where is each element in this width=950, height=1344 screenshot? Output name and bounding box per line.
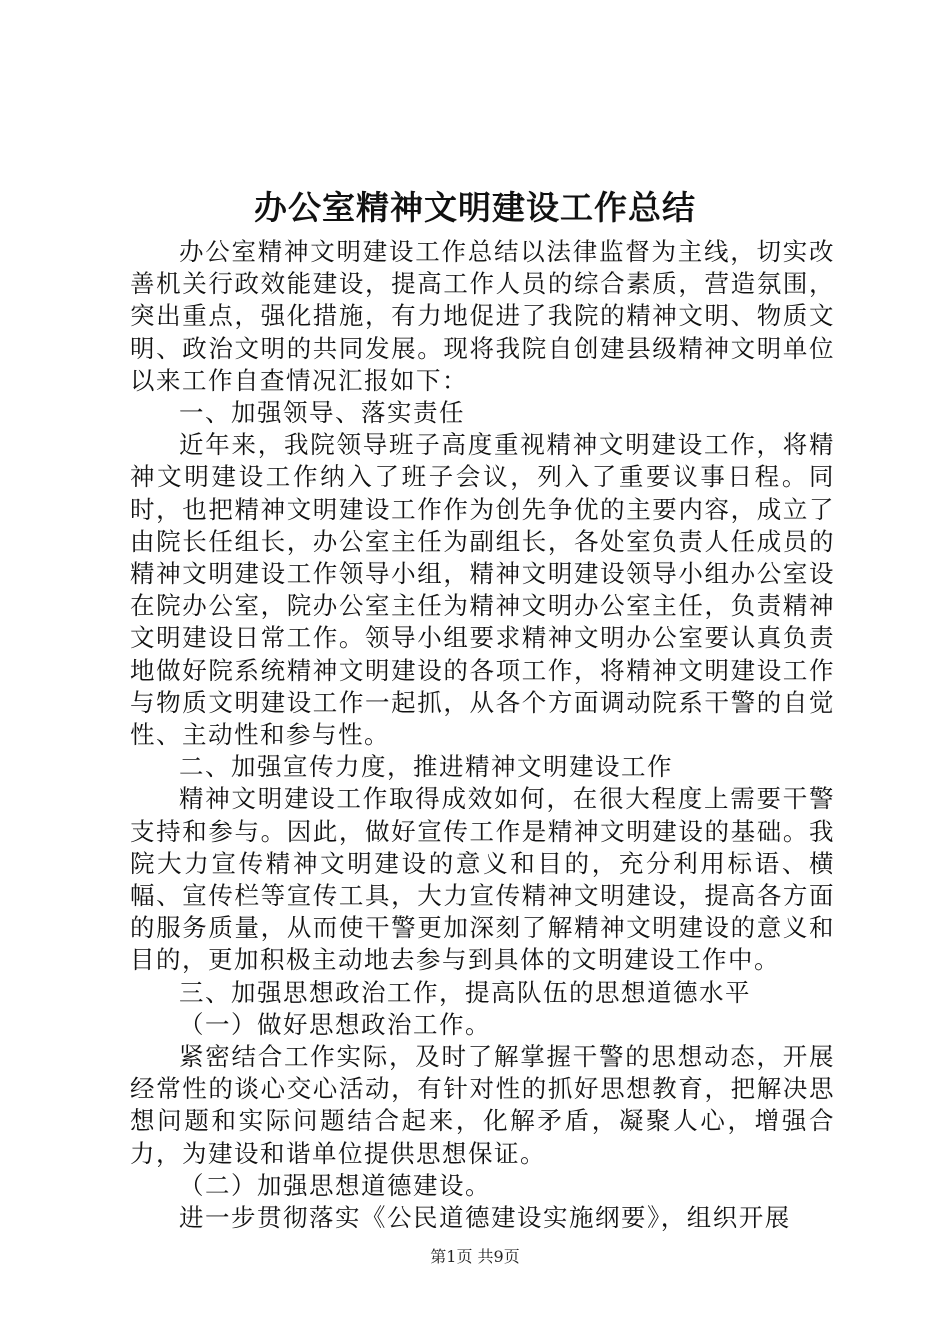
document-body xyxy=(130,236,835,1234)
paragraph-leadership: 近年来，我院领导班子高度重视精神文明建设工作，将精神文明建设工作纳入了班子会议，列入了重要议事日程。同时，也把精神文明建设工作作为创先争优的主要内容，成立了由院长任组长，办公室主任为副组长，各处室负责人任成员的精神文明建设工作领导小组，精神文明建设领导小组办公室设在院办公室，院办公室主任为精神文明办公室主任，负责精神文明建设日常工作。领导小组要求精神文明办公室要认真负责地做好院系统精神文明建设的各项工作，将精神文明建设工作与物质文明建设工作一起抓，从各个方面调动院系干警的自觉性、主动性和参与性。 xyxy=(130,430,835,750)
document-title: 办公室精神文明建设工作总结 xyxy=(254,188,696,227)
subsection-heading-2: （二）加强思想道德建设。 xyxy=(179,1170,491,1200)
subsection-heading-1: （一）做好思想政治工作。 xyxy=(179,1009,491,1039)
page-number-footer: 第1页 共9页 xyxy=(430,1247,520,1266)
section-heading-1: 一、加强领导、落实责任 xyxy=(179,398,465,428)
paragraph-ideology: 紧密结合工作实际，及时了解掌握干警的思想动态，开展经常性的谈心交心活动，有针对性的抓好思想教育，把解决思想问题和实际问题结合起来，化解矛盾，凝聚人心，增强合力，为建设和谐单位提供思想保证。 xyxy=(130,1042,835,1168)
section-heading-2: 二、加强宣传力度，推进精神文明建设工作 xyxy=(179,752,673,782)
paragraph-publicity: 精神文明建设工作取得成效如何，在很大程度上需要干警支持和参与。因此，做好宣传工作是精神文明建设的基础。我院大力宣传精神文明建设的意义和目的，充分利用标语、横幅、宣传栏等宣传工具，大力宣传精神文明建设，提高各方面的服务质量，从而使干警更加深刻了解精神文明建设的意义和目的，更加积极主动地去参与到具体的文明建设工作中。 xyxy=(130,784,835,975)
section-heading-3: 三、加强思想政治工作，提高队伍的思想道德水平 xyxy=(179,977,751,1007)
paragraph-morality: 进一步贯彻落实《公民道德建设实施纲要》，组织开展 xyxy=(179,1203,791,1233)
paragraph-intro: 办公室精神文明建设工作总结以法律监督为主线，切实改善机关行政效能建设，提高工作人员的综合素质，营造氛围，突出重点，强化措施，有力地促进了我院的精神文明、物质文明、政治文明的共同发展。现将我院自创建县级精神文明单位以来工作自查情况汇报如下： xyxy=(130,237,835,395)
